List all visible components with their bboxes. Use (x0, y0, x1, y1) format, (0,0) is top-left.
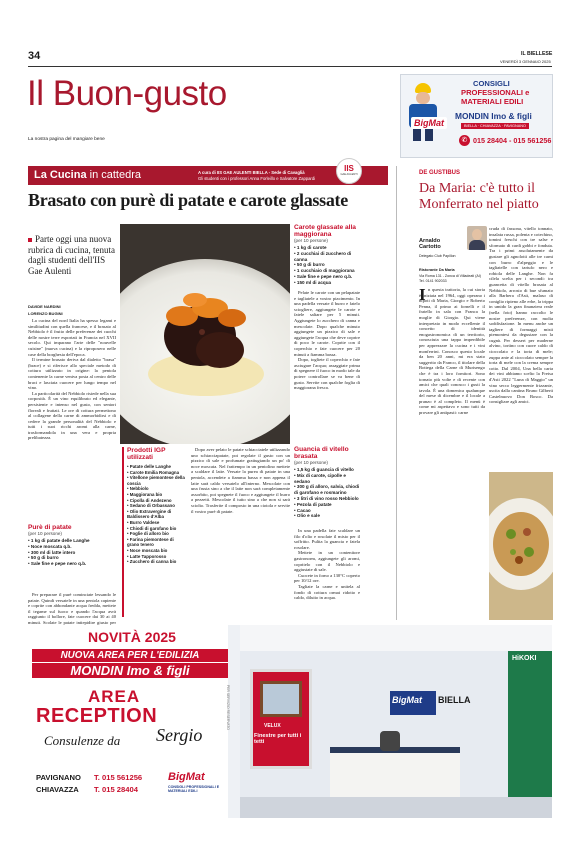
col1-paragraph-3: La particolarità del Nebbiolo risiede nella sua corposità. È un vino equilibrato ed elegante, persistente e intenso nel gusto, con sentori floreali e fruttati. Le ore di cottura permettono al collagene della carne di ammorbidirsi e di cedere la grande personalità del Nebbiolo e tutti i suoi ricchi aromi alla carne, trasformandola in una vera e propria prelibatezza. (28, 390, 116, 441)
igp-items (127, 464, 187, 565)
col4-paragraph-1: In una padella fate scaldare un filo d'olio e rosolate il misto per il soffritto. Pulita la guancia e fatela rosolare. (294, 528, 360, 550)
ingredient: • Olio e sale (294, 513, 360, 519)
author-2: LORENZO BUGINI (28, 311, 63, 316)
ingredient: • Noce moscata q.b. (28, 544, 116, 550)
ingredient: • 300 ml di latte intero (28, 550, 116, 556)
showroom-ceiling (240, 625, 552, 651)
ad-nuova-area: NUOVA AREA PER L'EDILIZIA (32, 649, 228, 662)
igp-item: • Patate delle Langhe (127, 464, 187, 470)
office-chair (380, 731, 400, 751)
rubric-banner (28, 166, 388, 185)
carote-serves: (per 10 persone) (294, 238, 328, 243)
ingredient: • Mix di carote, cipolle e sedano (294, 473, 360, 485)
rubric-title: La Cucina in cattedra (34, 169, 141, 181)
ad-mondin: MONDIN Imo & figli (32, 663, 228, 678)
igp-item: • Vitellone piemontese della coscia (127, 475, 187, 486)
igp-item: • Chiodi di garofano bio (127, 526, 187, 532)
article-column-3 (294, 290, 360, 440)
worker-figure (405, 83, 441, 141)
ad-hikoki: HiKOKI (512, 655, 537, 662)
side-text-b: cruda di fassona, vitello tonnato, insalata russa, polenta e cotechino, tomini freschi con tre salse e sformato di cardi gobbi e fonduta. Tra i primi assolutamente da gustare gli agnolotti alle tre carni con burro d'alpeggio e le tagliatelle con tartufo nero e robiola delle Langhe. Non fa cilela scelta per i secondi: tra guancetta di vitello brasata al Nebbiolo, arrosto di bue sfumato alla Barbera d'Asti, malaso di coniglio ripieno alle erbe, la trippa in umido la gran finanziera reale (nella foto) hanno raccolto le nostre preferenze, con molta soddisfazione. In menu anche un tagliere di formaggi misti piemontesi da degustare con la cugnà. Per dessert per maderne alvino, tortino con cuore caldo di cioccolato e la torta di mele; zuppa ante al cioccolato sempre la torta di mele con la crema sempre cotto. Dal 2004, Una bella carta dei vini abbiamo scelto la Freisa d'Asti 2022 "Luna di Maggio" un vino secco leggermente frizzante, uscita dalla cantina Bruno Gilberti Castelnuovo Don Bosco. Da consigliare agli amici. (489, 226, 553, 405)
ad-area: AREA (88, 687, 141, 706)
guancia-ingredients (294, 467, 360, 519)
ad-bigmat-sub: CONSIGLI PROFESSIONALI E MATERIALI EDILI (168, 785, 220, 794)
ad-bigmat-wall: BigMat (392, 695, 422, 705)
ingredient: • 2 cucchiai di zucchero di canna (294, 251, 360, 263)
carote-box (294, 224, 360, 286)
side-column-b (489, 226, 553, 466)
side-headline: Da Maria: c'è tutto il Monferrato nel piatto (419, 181, 539, 212)
school-logo-sub: GAE AULENTI (340, 173, 358, 176)
ingredient: • 150 ml di acqua (294, 280, 360, 286)
ingredient: • Sale fine e pepe nero q.b. (294, 274, 360, 280)
ad-bigmat-logo: BigMat (168, 771, 205, 783)
school-logo (336, 158, 362, 184)
page-number: 34 (28, 50, 41, 62)
rubric-credit-2: Gli studenti con i professori Anna Forleillo e Salvatore Zappardi (198, 176, 316, 181)
header-rule (28, 66, 552, 67)
igp-item: • Latte Tapporosso (127, 554, 187, 560)
side-dish-photo (489, 472, 553, 620)
ad-biella: BIELLA (438, 695, 471, 705)
ad-top-store: MONDIN Imo & figli (455, 111, 532, 121)
ingredient: • 50 g di burro (28, 555, 116, 561)
paper-name: IL BIELLESE (521, 51, 553, 57)
side-dish-illustration (489, 472, 553, 620)
article-column-1 (28, 318, 116, 441)
ingredient: • 1,5 kg di guancia di vitello (294, 467, 360, 473)
col4-paragraph-3: Cuocete in forno a 130°C coperto per 10/12 ore. (294, 572, 360, 584)
ad-top-towns: BIELLA · CHIAVAZZA · PAVIGNANO (461, 123, 529, 129)
igp-item: • Cipolla di Andezeno (127, 498, 187, 504)
pure-recipe (28, 524, 116, 567)
ad-top-headline-3: MATERIALI EDILI (461, 97, 524, 106)
ad-top-headline-1: CONSIGLI (473, 79, 510, 88)
igp-item: • Sedano di Orbassano (127, 503, 187, 509)
ingredient: • Pezola di patate (294, 502, 360, 508)
side-author-role: Delegato Club Papillon (419, 254, 456, 258)
school-logo-text: IIS (344, 164, 354, 173)
side-info-phone: Tel. 0141 902033 (419, 279, 447, 283)
guancia-serves: (per 10 persone) (294, 460, 328, 465)
showroom-floor (240, 797, 552, 818)
reception-desk (330, 747, 460, 797)
col2-paragraph-2: Dopo aver pelato le patate schiacciatele utilizzando uno schiacciapatate, poi regolate il gusto con un pizzico di sale e profumate grattugiando un po' di noce moscata. Nel frattempo in un pentolino mettete a scaldare il latte. Versate la purea di patate in una pentola, accendete a fiamma bassa e non appena il latte sarà caldo versatelo all'interno. Mescolate con una frusta sino a che il latte non sarà completamente assorbito, poi spegnete il fuoco e aggiungete il burro a pezzetti. Mescolate il tutto sino a che non si sarà sciolto. Trasferite il composto in una ciotola e servite il vostro purè di patate. (191, 447, 290, 514)
issue-date: VENERDÌ 3 GENNAIO 2025 (500, 59, 551, 64)
ingredient: • 3 litri di vino rosso Nebbiolo (294, 496, 360, 502)
pure-serves: (per 10 persone) (28, 531, 62, 536)
ad-top-brand: BigMat (411, 117, 447, 129)
igp-item: • Olio Extravergine di Baldissero d'Alba (127, 509, 187, 520)
side-column-a (419, 287, 485, 613)
col3-paragraph-1: Pelate le carote con un pelapatate e tagliatele a vostro piacimento. In una padella versate il burro e fatelo sciogliere, aggiungete le carote e fatele saltare per 5 minuti. Aggiungete lo zucchero di canna e mescolate. Dopo qualche minuto aggiungete un pizzico di sale e aggiungete l'acqua che deve coprire di poco le carote. Coprite con il coperchio e fate cuocere per 20 minuti a fiamma bassa. (294, 290, 360, 357)
author-1: DAVIDE NARDINI (28, 304, 61, 309)
section-title: Il Buon-gusto (27, 74, 227, 113)
hikoki-shelf (508, 651, 552, 801)
guancia-title: Guancia di vitello brasata (294, 446, 349, 460)
side-info-title: Ristorante Da Maria (419, 268, 455, 272)
col2-paragraph-1: Per preparare il purè cominciate lessando le patate. Quindi versatele in una pentola capiente e coprite con abbondante acqua fredda, mettete il tegame sul fuoco e quando l'acqua avrà raggiunto il bollore, fate cuocere dai 30 ai 40 minuti. Scolate le patate intiepidire giusto per (28, 592, 116, 625)
ingredient: • 50 g di burro (294, 262, 360, 268)
dish-photo (120, 224, 290, 444)
velux-window (260, 681, 302, 717)
ingredient: • Sale fine e pepe nero q.b. (28, 561, 116, 567)
pure-title: Purè di patate (28, 524, 72, 531)
igp-item: • Burro Valdese (127, 520, 187, 526)
ad-reception: RECEPTION (36, 705, 158, 727)
ad-phone-1: T. 015 561256 (94, 773, 143, 782)
pure-ingredients (28, 538, 116, 567)
showroom-photo (240, 625, 552, 818)
author-photo (467, 226, 487, 250)
igp-item: • Foglie di alloro bio (127, 531, 187, 537)
igp-box (122, 447, 187, 617)
ad-sergio: Sergio (156, 725, 203, 745)
ingredient: • 1 kg di carote (294, 245, 360, 251)
igp-item: • Nebbiolo (127, 486, 187, 492)
ingredient: • 1 cucchiaio di maggiorana (294, 268, 360, 274)
igp-title: Prodotti IGP utilizzati (127, 447, 166, 461)
side-author-name: Arnaldo Cartotto (419, 238, 441, 251)
side-kicker: DE GUSTIBUS (419, 170, 461, 176)
rubric-credit-1: A cura di IIS GAE AULENTI BIELLA - Sede di Cavaglià (198, 170, 305, 175)
ad-town-1: PAVIGNANO (36, 773, 81, 782)
ad-side-note: PER SERVIZIO RESERVATO (226, 685, 230, 730)
article-column-2 (191, 447, 290, 514)
article-column-4 (294, 528, 360, 620)
col4-paragraph-2: Mettete in un contenitore gastronorm, aggiungete gli aromi, copritelo con il Nebbiolo e aggiustate di sale. (294, 550, 360, 573)
article-lead: Parte oggi una nuova rubrica di cucina, tenuta dagli studenti dell'IIS Gae Aulenti (28, 234, 115, 276)
ad-top-headline-2: PROFESSIONALI e (461, 88, 530, 97)
ad-town-2: CHIAVAZZA (36, 785, 79, 794)
side-divider (396, 166, 397, 620)
guancia-box (294, 446, 360, 519)
ad-consulenze: Consulenze da (44, 733, 121, 748)
ad-top[interactable] (400, 74, 553, 158)
col3-paragraph-2: Dopo, togliete il coperchio e fate asciugare l'acqua; assaggiate prima di spegnere il fuoco in modo tale da potere controllare se va bene di gusto. Servite con qualche foglia di maggiorana fresca. (294, 357, 360, 391)
article-headline: Brasato con purè di patate e carote glassate (28, 190, 348, 210)
ad-velux: VELUX (264, 723, 281, 729)
ad-novita: NOVITÀ 2025 (88, 629, 176, 645)
phone-icon: ✆ (459, 135, 470, 146)
ad-top-phone: 015 28404 - 015 561256 (473, 136, 552, 145)
igp-item: • Zucchero di canna bio (127, 559, 187, 565)
side-text-a: n questa trattoria, la cui storia è iniziata nel 1964, oggi operano i nipoti di Maria, Giorgio e Roberto Penna, il primo ai fornelli e il fratello in sala con Franca la moglie di Giorgio. Qui viene interpretato in modo eccellente il concetto di identità enogastronomica di un territorio, conosciuta una tappa imperdibile per apprezzare la cucina e i vini monferrini. Conosco questo locale da ben 20 anni, mi era stato suggerito da Franco, il titolare della Bottega della Carne di Murisengo che è tra i loro fornitori. Sono tornato più volte e di recente con amici che quali conosco i gusti la tavola. È una domenica qualunque del mese di dicembre e il locale a pranzo è al completo. Il menù è come mi aspettavo e sono tutti da provare gli antipasti: carne (419, 287, 485, 416)
ad-finestre: Finestre per tutti i tetti (254, 733, 302, 746)
igp-item: • Maggiorana bio (127, 492, 187, 498)
carote-title: Carote glassate alla maggiorana (294, 224, 356, 238)
col4-paragraph-4: Tagliate la carne e unitela al fondo di cottura ormai ridotto e caldo, diluito in acqua. (294, 583, 360, 601)
col1-paragraph-2: Il termine brasato deriva dal dialetto "brasa" (brace) e si riferisce allo speciale metodo di cottura utilizzato in origine: la pentola contenente la carne veniva posta al centro delle braci e lasciata cuocere per lungo tempo nel vino. (28, 357, 116, 391)
igp-item: • Farina piemontese di grano tenero (127, 537, 187, 548)
ad-phone-2: T. 015 28404 (94, 785, 138, 794)
igp-item: • Carote Emilia Romagna (127, 470, 187, 476)
section-subtitle: La nostra pagina del mangiare bene (28, 137, 105, 142)
igp-item: • Noce moscata bio (127, 548, 187, 554)
ingredient: • 1 kg di patate delle Langhe (28, 538, 116, 544)
col1-paragraph-1: La cucina del nord Italia ha spesso legami e similitudini con quella francese, e il brasato al Nebbiolo è il frutto delle preferenze dei cuochi delle nostre terre esportati in Francia nel XVII secolo. Qui imparano l'arte delle "nouvelle cuisine" (nuova cucina) e la riproposero nelle case della borghesia dell'epoca. (28, 318, 116, 357)
drop-cap: I (419, 285, 426, 304)
dish-illustration (120, 224, 290, 444)
side-info-address: Via Roma 131 - Zonca di Villadeati (AI) (419, 274, 481, 278)
carote-ingredients (294, 245, 360, 286)
ingredient: • Cacao (294, 508, 360, 514)
ingredient: • 300 g di alloro, salvia, chiodi di garofano e rosmarino (294, 484, 360, 496)
ad-bottom[interactable] (28, 625, 552, 818)
